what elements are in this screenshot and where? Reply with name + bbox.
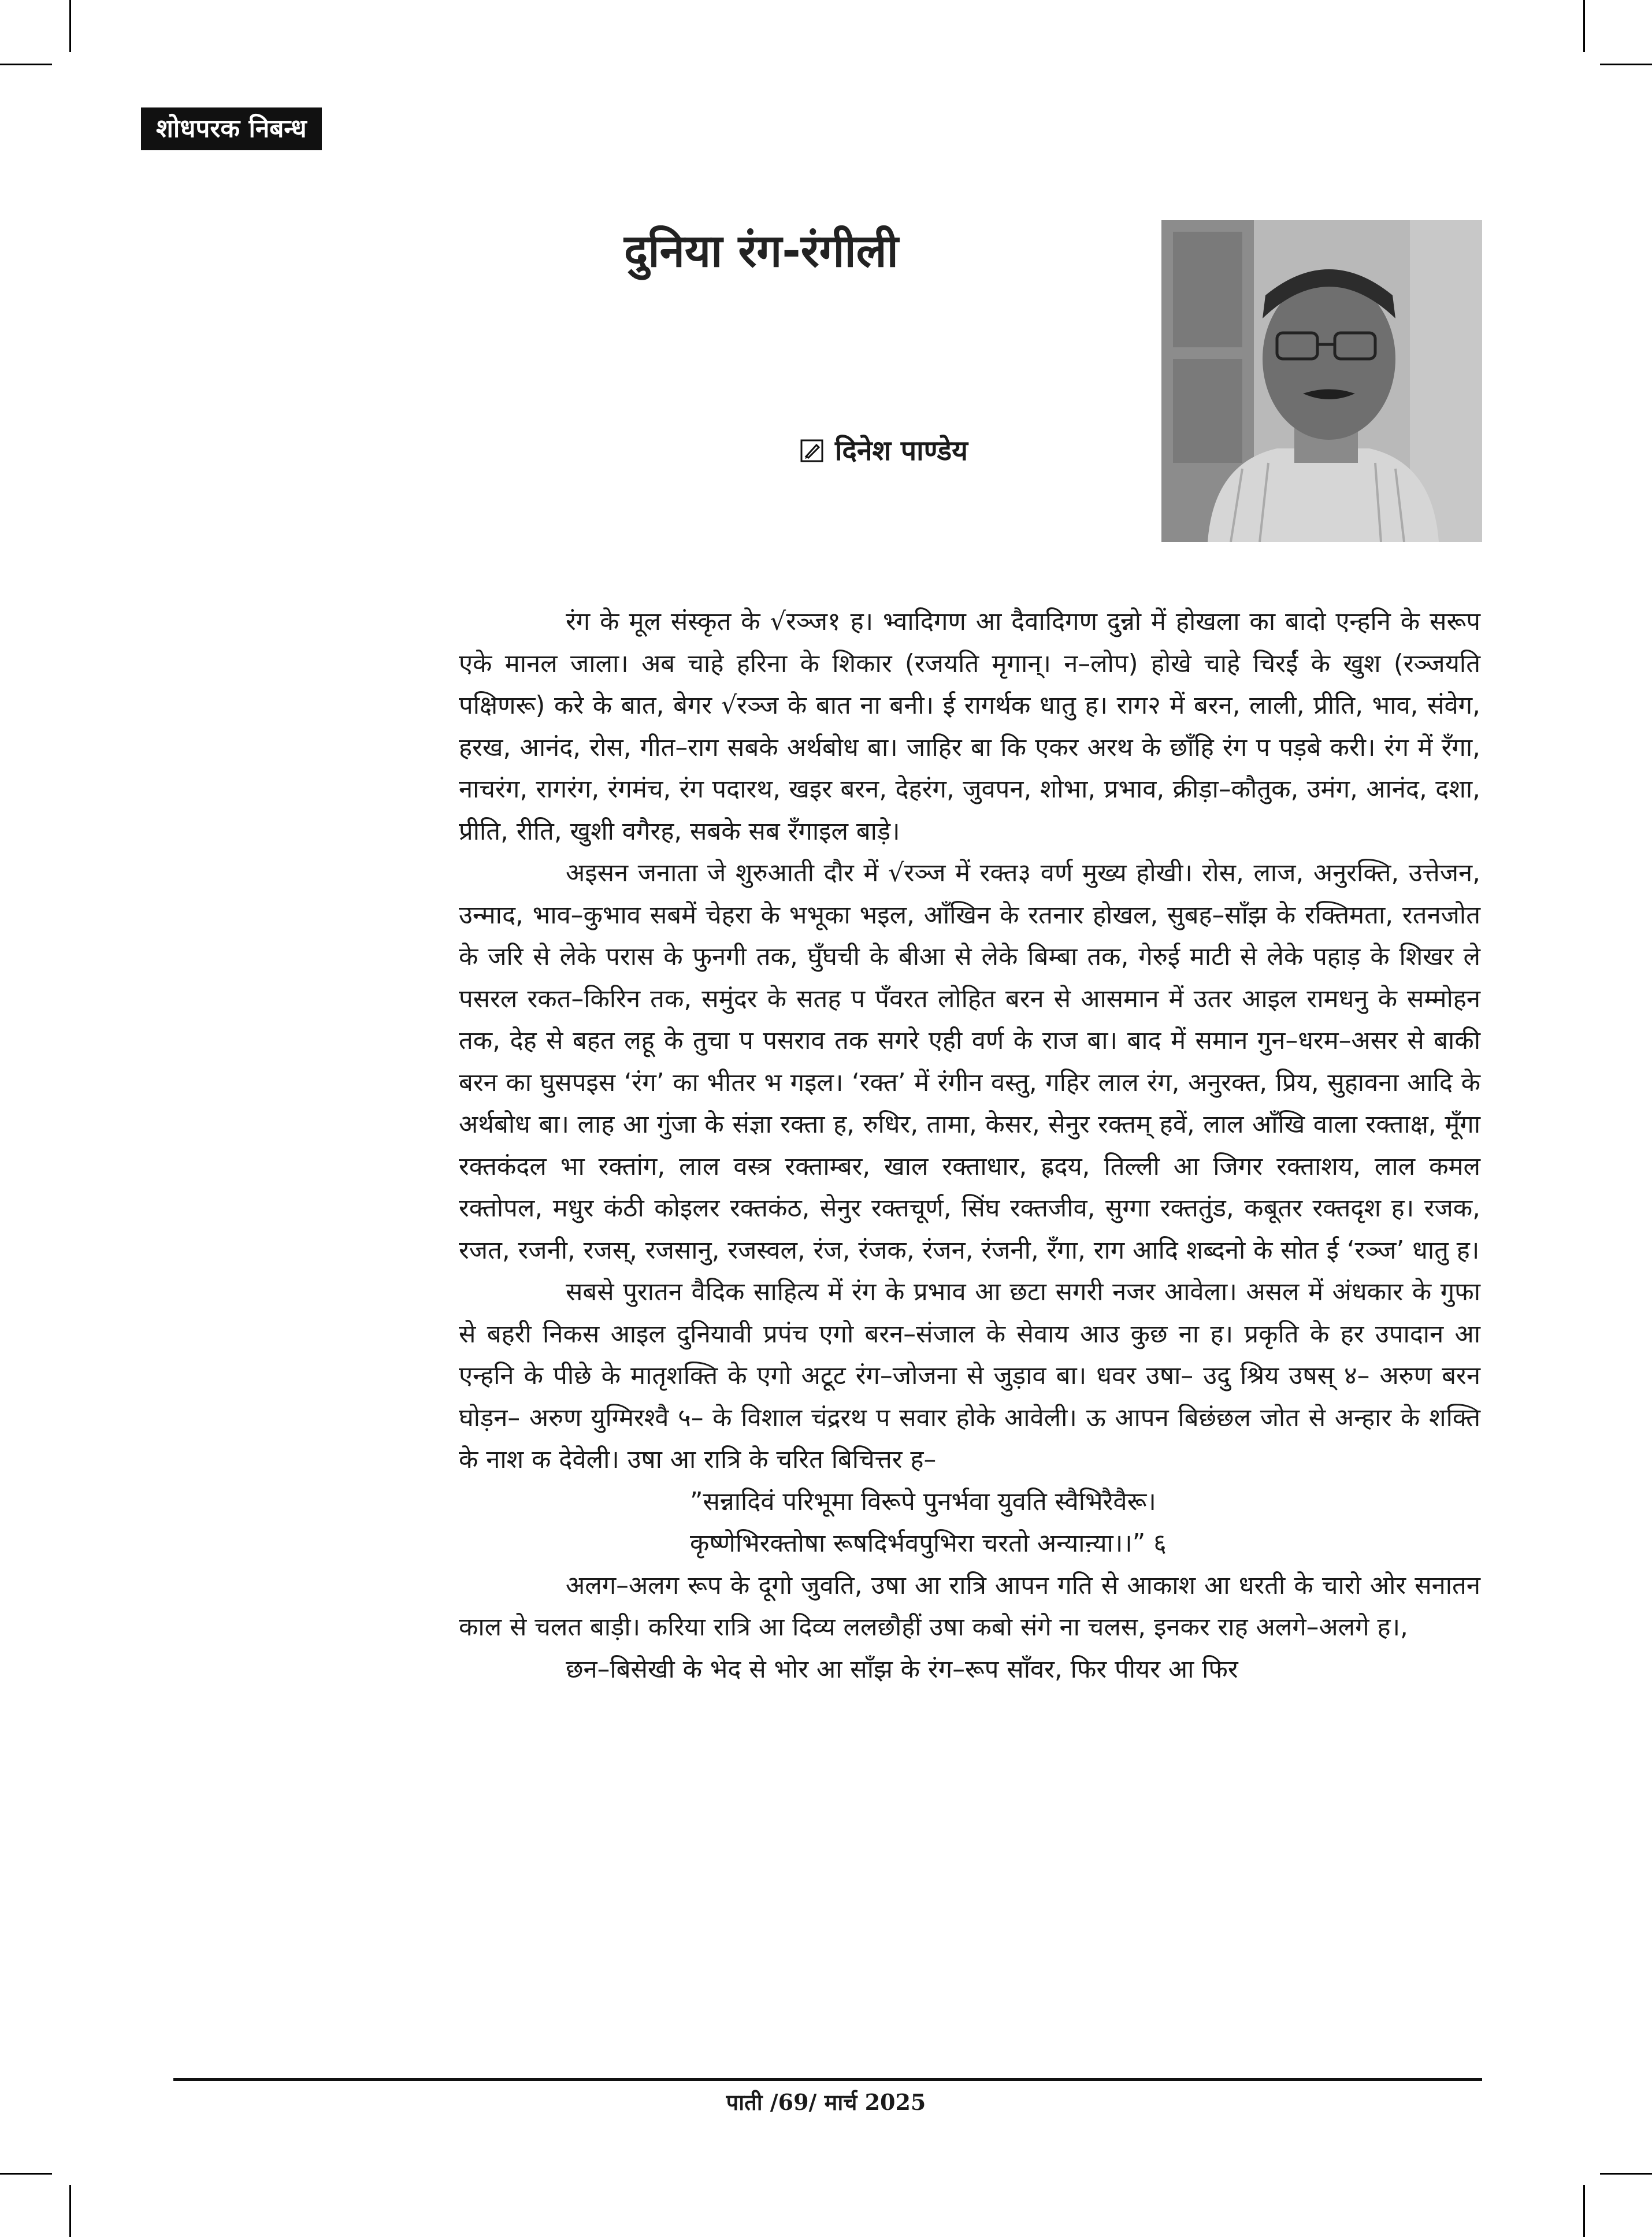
paragraph: अइसन जनाता जे शुरुआती दौर में √रञ्ज में रक्त३ वर्ण मुख्य होखी। रोस, लाज, अनुरक्ति, उत्तेजन, उन्माद, भाव–कुभाव सबमें चेहरा के भभूका भइल, आँखिन के रतनार होखल, सुबह–साँझ के रक्तिमता, रतनजोत के जरि से लेके परास के फुनगी तक, घुँघची के बीआ से लेके बिम्बा तक, गेरुई माटी से लेके पहाड़ के शिखर ले पसरल रकत–किरिन तक, समुंदर के सतह प पँवरत लोहित बरन से आसमान में उतर आइल रामधनु के सम्मोहन तक, देह से बहत लहू के तुचा प पसराव तक सगरे एही वर्ण के राज बा। बाद में समान गुन–धरम–असर से बाकी बरन का घुसपइस ‘रंग’ का भीतर भ गइल। ‘रक्त’ में रंगीन वस्तु, गहिर लाल रंग, अनुरक्त, प्रिय, सुहावना आदि के अर्थबोध बा। लाह आ गुंजा के संज्ञा रक्ता ह, रुधिर, तामा, केसर, सेनुर रक्तम् हवें, लाल आँखि वाला रक्ताक्ष, मूँगा रक्तकंदल भा रक्तांग, लाल वस्त्र रक्ताम्बर, खाल रक्ताधार, ह्रदय, तिल्ली आ जिगर रक्ताशय, लाल कमल रक्तोपल, मधुर कंठी कोइलर रक्तकंठ, सेनुर रक्तचूर्ण, सिंघ रक्तजीव, सुग्गा रक्ततुंड, कबूतर रक्तदृश ह। रजक, रजत, रजनी, रजस्, रजसानु, रजस्वल, रंज, रंजक, रंजन, रंजनी, रँगा, राग आदि शब्दनो के सोत ई ‘रञ्ज’ धातु ह। [459, 859, 1481, 1265]
crop-mark [1583, 0, 1585, 52]
crop-mark [69, 2185, 71, 2237]
paragraph: रंग के मूल संस्कृत के √रञ्ज१ ह। भ्वादिगण आ दैवादिगण दुन्नो में होखला का बादो एन्हनि के सरूप एके मानल जाला। अब चाहे हरिना के शिकार (रजयति मृगान्। न–लोप) होखे चाहे चिरईं के खुश (रञ्जयति पक्षिणरू) करे के बात, बेगर √रञ्ज के बात ना बनी। ई रागर्थक धातु ह। राग२ में बरन, लाली, प्रीति, भाव, संवेग, हरख, आनंद, रोस, गीत–राग सबके अर्थबोध बा। जाहिर बा कि एकर अरथ के छाँहि रंग प पड़बे करी। रंग में रँगा, नाचरंग, रागरंग, रंगमंच, रंग पदारथ, खइर बरन, देहरंग, जुवपन, शोभा, प्रभाव, क्रीड़ा–कौतुक, उमंग, आनंद, दशा, प्रीति, रीति, खुशी वगैरह, सबके सब रँगाइल बाड़े। [459, 607, 1480, 846]
pen-icon [800, 439, 823, 462]
author-portrait [1161, 220, 1482, 542]
section-tag: शोधपरक निबन्ध [141, 107, 322, 150]
verse-line: कृष्णेभिरक्तोषा रूषदिर्भवपुभिरा चरतो अन्याऩ्या।।” ६ [690, 1529, 1167, 1558]
article-title: दुनिया रंग-रंगीली [624, 225, 899, 277]
verse-line: ”सन्नादिवं परिभूमा विरूपे पुनर्भवा युवति स्वैभिरैवैरू। [690, 1487, 1156, 1516]
paragraph: छन–बिसेखी के भेद से भोर आ साँझ के रंग–रूप साँवर, फिर पीयर आ फिर [566, 1654, 1238, 1684]
byline [800, 431, 968, 471]
portrait-image [1161, 220, 1482, 542]
footer-rule [173, 2078, 1482, 2081]
crop-mark [0, 64, 52, 65]
author-name: दिनेश पाण्डेय [835, 435, 968, 467]
article-body [459, 601, 1480, 1690]
crop-mark [1600, 2173, 1652, 2175]
paragraph: सबसे पुरातन वैदिक साहित्य में रंग के प्रभाव आ छटा सगरी नजर आवेला। असल में अंधकार के गुफा से बहरी निकस आइल दुनियावी प्रपंच एगो बरन–संजाल के सेवाय आउ कुछ ना ह। प्रकृति के हर उपादान आ एन्हनि के पीछे के मातृशक्ति के एगो अटूट रंग–जोजना से जुड़ाव बा। धवर उषा– उदु श्रिय उषस् ४– अरुण बरन घोड़न– अरुण युग्मिरश्वै ५– के विशाल चंद्ररथ प सवार होके आवेली। ऊ आपन बिछंछल जोत से अन्हार के शक्ति के नाश क देवेली। उषा आ रात्रि के चरित बिचित्तर ह– [459, 1278, 1480, 1474]
crop-mark [69, 0, 71, 52]
crop-mark [1583, 2185, 1585, 2237]
paragraph: अलग–अलग रूप के दूगो जुवति, उषा आ रात्रि आपन गति से आकाश आ धरती के चारो ओर सनातन काल से चलत बाड़ी। करिया रात्रि आ दिव्य ललछौहीं उषा कबो संगे ना चलस, इनकर राह अलगे–अलगे ह।, [459, 1571, 1480, 1642]
crop-mark [0, 2173, 52, 2175]
crop-mark [1600, 64, 1652, 65]
page-footer: पाती /69/ मार्च 2025 [726, 2089, 926, 2115]
